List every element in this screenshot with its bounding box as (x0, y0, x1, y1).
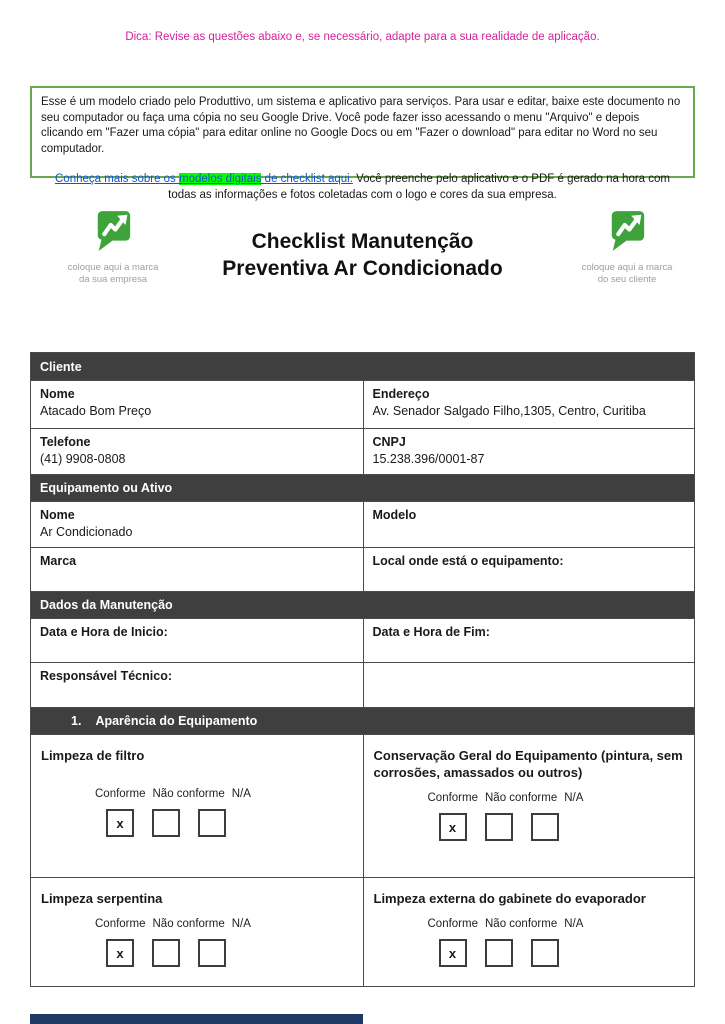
question-limpeza-externa-gabinete (363, 878, 695, 986)
field-label: Endereço (372, 387, 430, 401)
info-paragraph-2-rest: Você preenche pelo aplicativo e o PDF é gerado na hora com todas as informações e fotos coletadas com o logo e cores da sua empresa. (168, 173, 670, 201)
field-label: Data e Hora de Inicio: (40, 625, 168, 639)
option-label-conforme: Conforme (95, 788, 146, 800)
link-text-post[interactable]: de checklist aqui. (261, 173, 353, 185)
section-header-cliente: Cliente (31, 353, 694, 380)
table-row (31, 501, 694, 547)
option-label-na: N/A (231, 918, 251, 930)
field-value: Atacado Bom Preço (40, 404, 152, 418)
field-label: Nome (40, 508, 75, 522)
table-row (31, 428, 694, 474)
option-label-na: N/A (564, 792, 584, 804)
option-label-nao-conforme: Não conforme (485, 918, 558, 930)
option-checkboxes (439, 939, 584, 967)
checkbox-conforme[interactable]: x (439, 813, 467, 841)
field-client-endereco[interactable] (363, 381, 695, 428)
client-logo-caption (552, 262, 702, 286)
option-label-conforme: Conforme (95, 918, 146, 930)
option-label-na: N/A (231, 788, 251, 800)
checkbox-nao-conforme[interactable] (485, 813, 513, 841)
field-client-telefone[interactable] (31, 429, 363, 474)
option-label-nao-conforme: Não conforme (152, 918, 225, 930)
option-labels (424, 792, 584, 804)
field-data-hora-inicio[interactable] (31, 619, 363, 662)
field-equipment-marca[interactable] (31, 548, 363, 591)
field-data-hora-fim[interactable] (363, 619, 695, 662)
checkbox-conforme[interactable]: x (106, 809, 134, 837)
checkbox-na[interactable] (198, 939, 226, 967)
field-value: 15.238.396/0001-87 (372, 452, 485, 466)
field-equipment-modelo[interactable] (363, 502, 695, 547)
tip-text: Dica: Revise as questões abaixo e, se necessário, adapte para a sua realidade de aplicação. (125, 31, 600, 43)
info-paragraph-2 (41, 172, 684, 203)
section-header-equipamento: Equipamento ou Ativo (31, 474, 694, 501)
question-title: Limpeza de filtro (41, 748, 145, 763)
checkbox-conforme[interactable]: x (106, 939, 134, 967)
field-label: Marca (40, 554, 77, 568)
question-title: Conservação Geral do Equipamento (pintura, sem corrosões, amassados ou outros) (373, 748, 683, 780)
question-limpeza-filtro (31, 735, 363, 877)
link-text-pre[interactable]: Conheça mais sobre os (55, 173, 180, 185)
table-row (31, 380, 694, 428)
field-label: CNPJ (372, 435, 406, 449)
section-number: 1. (71, 714, 82, 728)
produttivo-logo-icon (609, 210, 646, 251)
link-text-highlighted[interactable]: modelos digitais (179, 173, 262, 185)
field-label: Local onde está o equipamento: (372, 554, 564, 568)
question-title: Limpeza serpentina (41, 891, 163, 906)
field-responsavel-tecnico[interactable] (31, 663, 363, 707)
checkbox-na[interactable] (198, 809, 226, 837)
option-labels (424, 918, 584, 930)
question-conservacao-geral (363, 735, 695, 877)
section-header-dados-manutencao: Dados da Manutenção (31, 591, 694, 618)
field-label: Modelo (372, 508, 417, 522)
option-label-na: N/A (564, 918, 584, 930)
checkbox-nao-conforme[interactable] (485, 939, 513, 967)
client-logo-caption-line2: do seu cliente (597, 274, 657, 285)
field-value: (41) 9908-0808 (40, 452, 126, 466)
section-header-aparencia (31, 707, 694, 734)
info-paragraph-1: Esse é um modelo criado pelo Produttivo, um sistema e aplicativo para serviços. Para usar e editar, baixe este documento no seu computador ou faça uma cópia no seu Google Drive. Você pode fazer isso acessando o menu "Arquivo" e depois clicando em "Fazer uma cópia" para editar online no Google Docs ou em "Fazer o download" para editar no Word no seu computador. (41, 96, 681, 155)
options-group (424, 918, 584, 967)
option-labels (91, 788, 251, 800)
client-logo-caption-line1: coloque aqui a marca (581, 262, 673, 273)
produttivo-logo-icon (95, 210, 132, 251)
options-group (91, 788, 251, 837)
option-label-conforme: Conforme (427, 792, 478, 804)
template-info-box (30, 86, 695, 201)
company-logo-caption-line1: coloque aqui a marca (67, 262, 159, 273)
question-row (31, 734, 694, 877)
field-client-cnpj[interactable] (363, 429, 695, 474)
field-empty[interactable] (363, 663, 695, 707)
option-checkboxes (106, 809, 251, 837)
option-label-nao-conforme: Não conforme (152, 788, 225, 800)
field-label: Nome (40, 387, 75, 401)
field-value: Ar Condicionado (40, 525, 133, 539)
table-row (31, 618, 694, 662)
checkbox-conforme[interactable]: x (439, 939, 467, 967)
checkbox-na[interactable] (531, 813, 559, 841)
option-checkboxes (106, 939, 251, 967)
question-limpeza-serpentina (31, 878, 363, 986)
client-logo-block (552, 210, 702, 286)
question-title: Limpeza externa do gabinete do evaporador (373, 891, 646, 906)
field-equipment-nome[interactable] (31, 502, 363, 547)
checklist-models-link[interactable] (55, 173, 353, 185)
field-client-nome[interactable] (31, 381, 363, 428)
field-label: Telefone (40, 435, 91, 449)
company-logo-caption-line2: da sua empresa (78, 274, 148, 285)
option-checkboxes (439, 813, 584, 841)
option-label-conforme: Conforme (427, 918, 478, 930)
field-label: Responsável Técnico: (40, 669, 172, 683)
next-section-bar-partial (30, 1014, 363, 1024)
field-label: Data e Hora de Fim: (372, 625, 490, 639)
option-labels (91, 918, 251, 930)
page-title-line2: Preventiva Ar Condicionado (222, 257, 503, 280)
checklist-table (30, 352, 695, 987)
option-label-nao-conforme: Não conforme (485, 792, 558, 804)
section-title: Aparência do Equipamento (95, 714, 258, 728)
question-row (31, 877, 694, 986)
page-title-line1: Checklist Manutenção (251, 230, 474, 253)
table-row (31, 547, 694, 591)
page-title (160, 228, 565, 282)
checkbox-nao-conforme[interactable] (152, 939, 180, 967)
checkbox-nao-conforme[interactable] (152, 809, 180, 837)
table-row (31, 662, 694, 707)
field-equipment-local[interactable] (363, 548, 695, 591)
checkbox-na[interactable] (531, 939, 559, 967)
field-value: Av. Senador Salgado Filho,1305, Centro, Curitiba (372, 404, 646, 418)
options-group (424, 792, 584, 841)
options-group (91, 918, 251, 967)
